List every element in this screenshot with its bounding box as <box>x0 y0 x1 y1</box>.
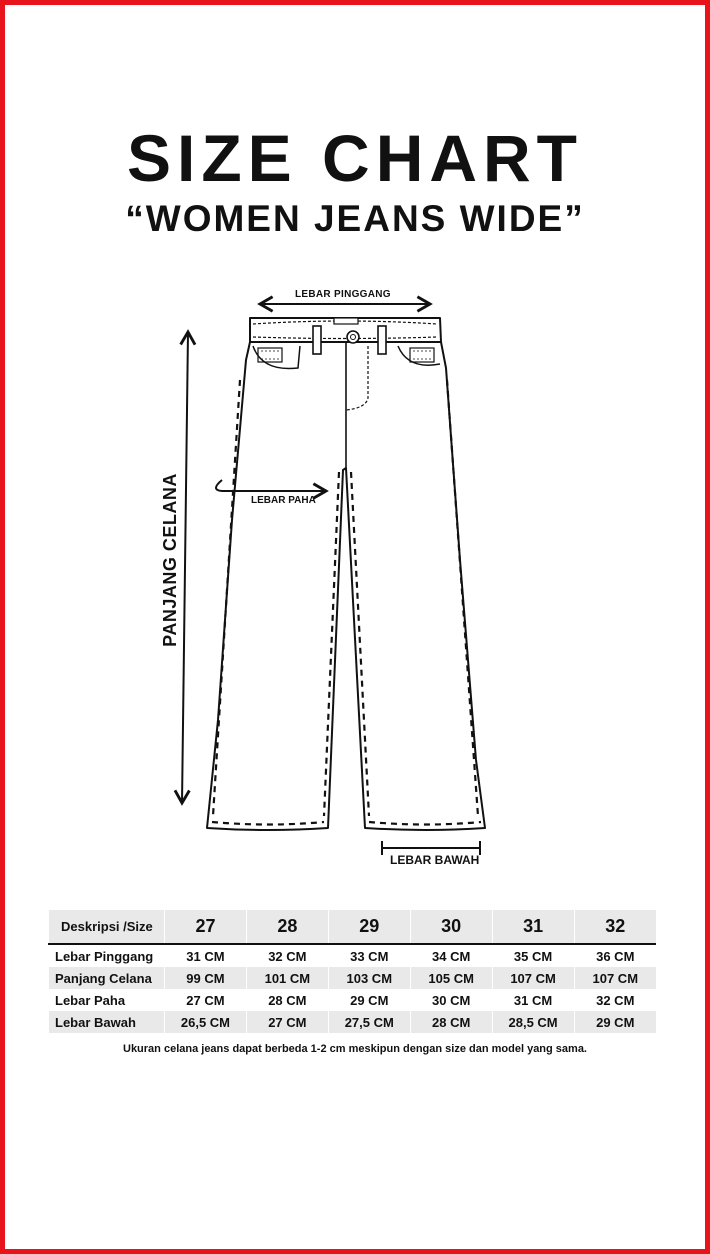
size-header: 28 <box>246 910 328 944</box>
table-cell: 28 CM <box>246 989 328 1011</box>
table-row <box>49 967 657 989</box>
page-title: SIZE CHART <box>127 121 583 195</box>
row-label: Lebar Bawah <box>49 1011 165 1033</box>
table-cell: 29 CM <box>328 989 410 1011</box>
disclaimer-note: Ukuran celana jeans dapat berbeda 1-2 cm meskipun dengan size dan model yang sama. <box>123 1043 587 1055</box>
table-cell: 101 CM <box>246 967 328 989</box>
page-subtitle: “WOMEN JEANS WIDE” <box>125 198 585 239</box>
table-cell: 107 CM <box>574 967 656 989</box>
table-cell: 105 CM <box>410 967 492 989</box>
table-cell: 27,5 CM <box>328 1011 410 1033</box>
table-cell: 27 CM <box>246 1011 328 1033</box>
thigh-label: LEBAR PAHA <box>251 495 316 506</box>
size-table <box>48 910 656 1033</box>
table-cell: 26,5 CM <box>165 1011 247 1033</box>
table-cell: 107 CM <box>492 967 574 989</box>
jeans-diagram <box>0 280 710 880</box>
table-cell: 32 CM <box>574 989 656 1011</box>
row-label: Lebar Paha <box>49 989 165 1011</box>
button-icon <box>347 331 359 343</box>
table-cell: 32 CM <box>246 944 328 967</box>
row-label: Lebar Pinggang <box>49 944 165 967</box>
brand-patch <box>334 318 358 324</box>
table-cell: 36 CM <box>574 944 656 967</box>
size-header: 32 <box>574 910 656 944</box>
table-cell: 28,5 CM <box>492 1011 574 1033</box>
table-row <box>49 989 657 1011</box>
table-cell: 27 CM <box>165 989 247 1011</box>
table-cell: 30 CM <box>410 989 492 1011</box>
length-arrow <box>182 332 188 803</box>
size-header: 31 <box>492 910 574 944</box>
table-row <box>49 1011 657 1033</box>
table-header-row <box>49 910 657 944</box>
table-cell: 31 CM <box>492 989 574 1011</box>
size-header: 29 <box>328 910 410 944</box>
table-cell: 99 CM <box>165 967 247 989</box>
table-cell: 29 CM <box>574 1011 656 1033</box>
table-cell: 33 CM <box>328 944 410 967</box>
table-row <box>49 944 657 967</box>
table-cell: 34 CM <box>410 944 492 967</box>
table-cell: 35 CM <box>492 944 574 967</box>
table-cell: 31 CM <box>165 944 247 967</box>
waist-label: LEBAR PINGGANG <box>295 289 391 300</box>
row-label: Panjang Celana <box>49 967 165 989</box>
table-header-description: Deskripsi /Size <box>49 910 165 944</box>
table-cell: 28 CM <box>410 1011 492 1033</box>
size-header: 27 <box>165 910 247 944</box>
length-label: PANJANG CELANA <box>160 473 180 647</box>
hem-label: LEBAR BAWAH <box>390 853 480 867</box>
table-cell: 103 CM <box>328 967 410 989</box>
size-header: 30 <box>410 910 492 944</box>
